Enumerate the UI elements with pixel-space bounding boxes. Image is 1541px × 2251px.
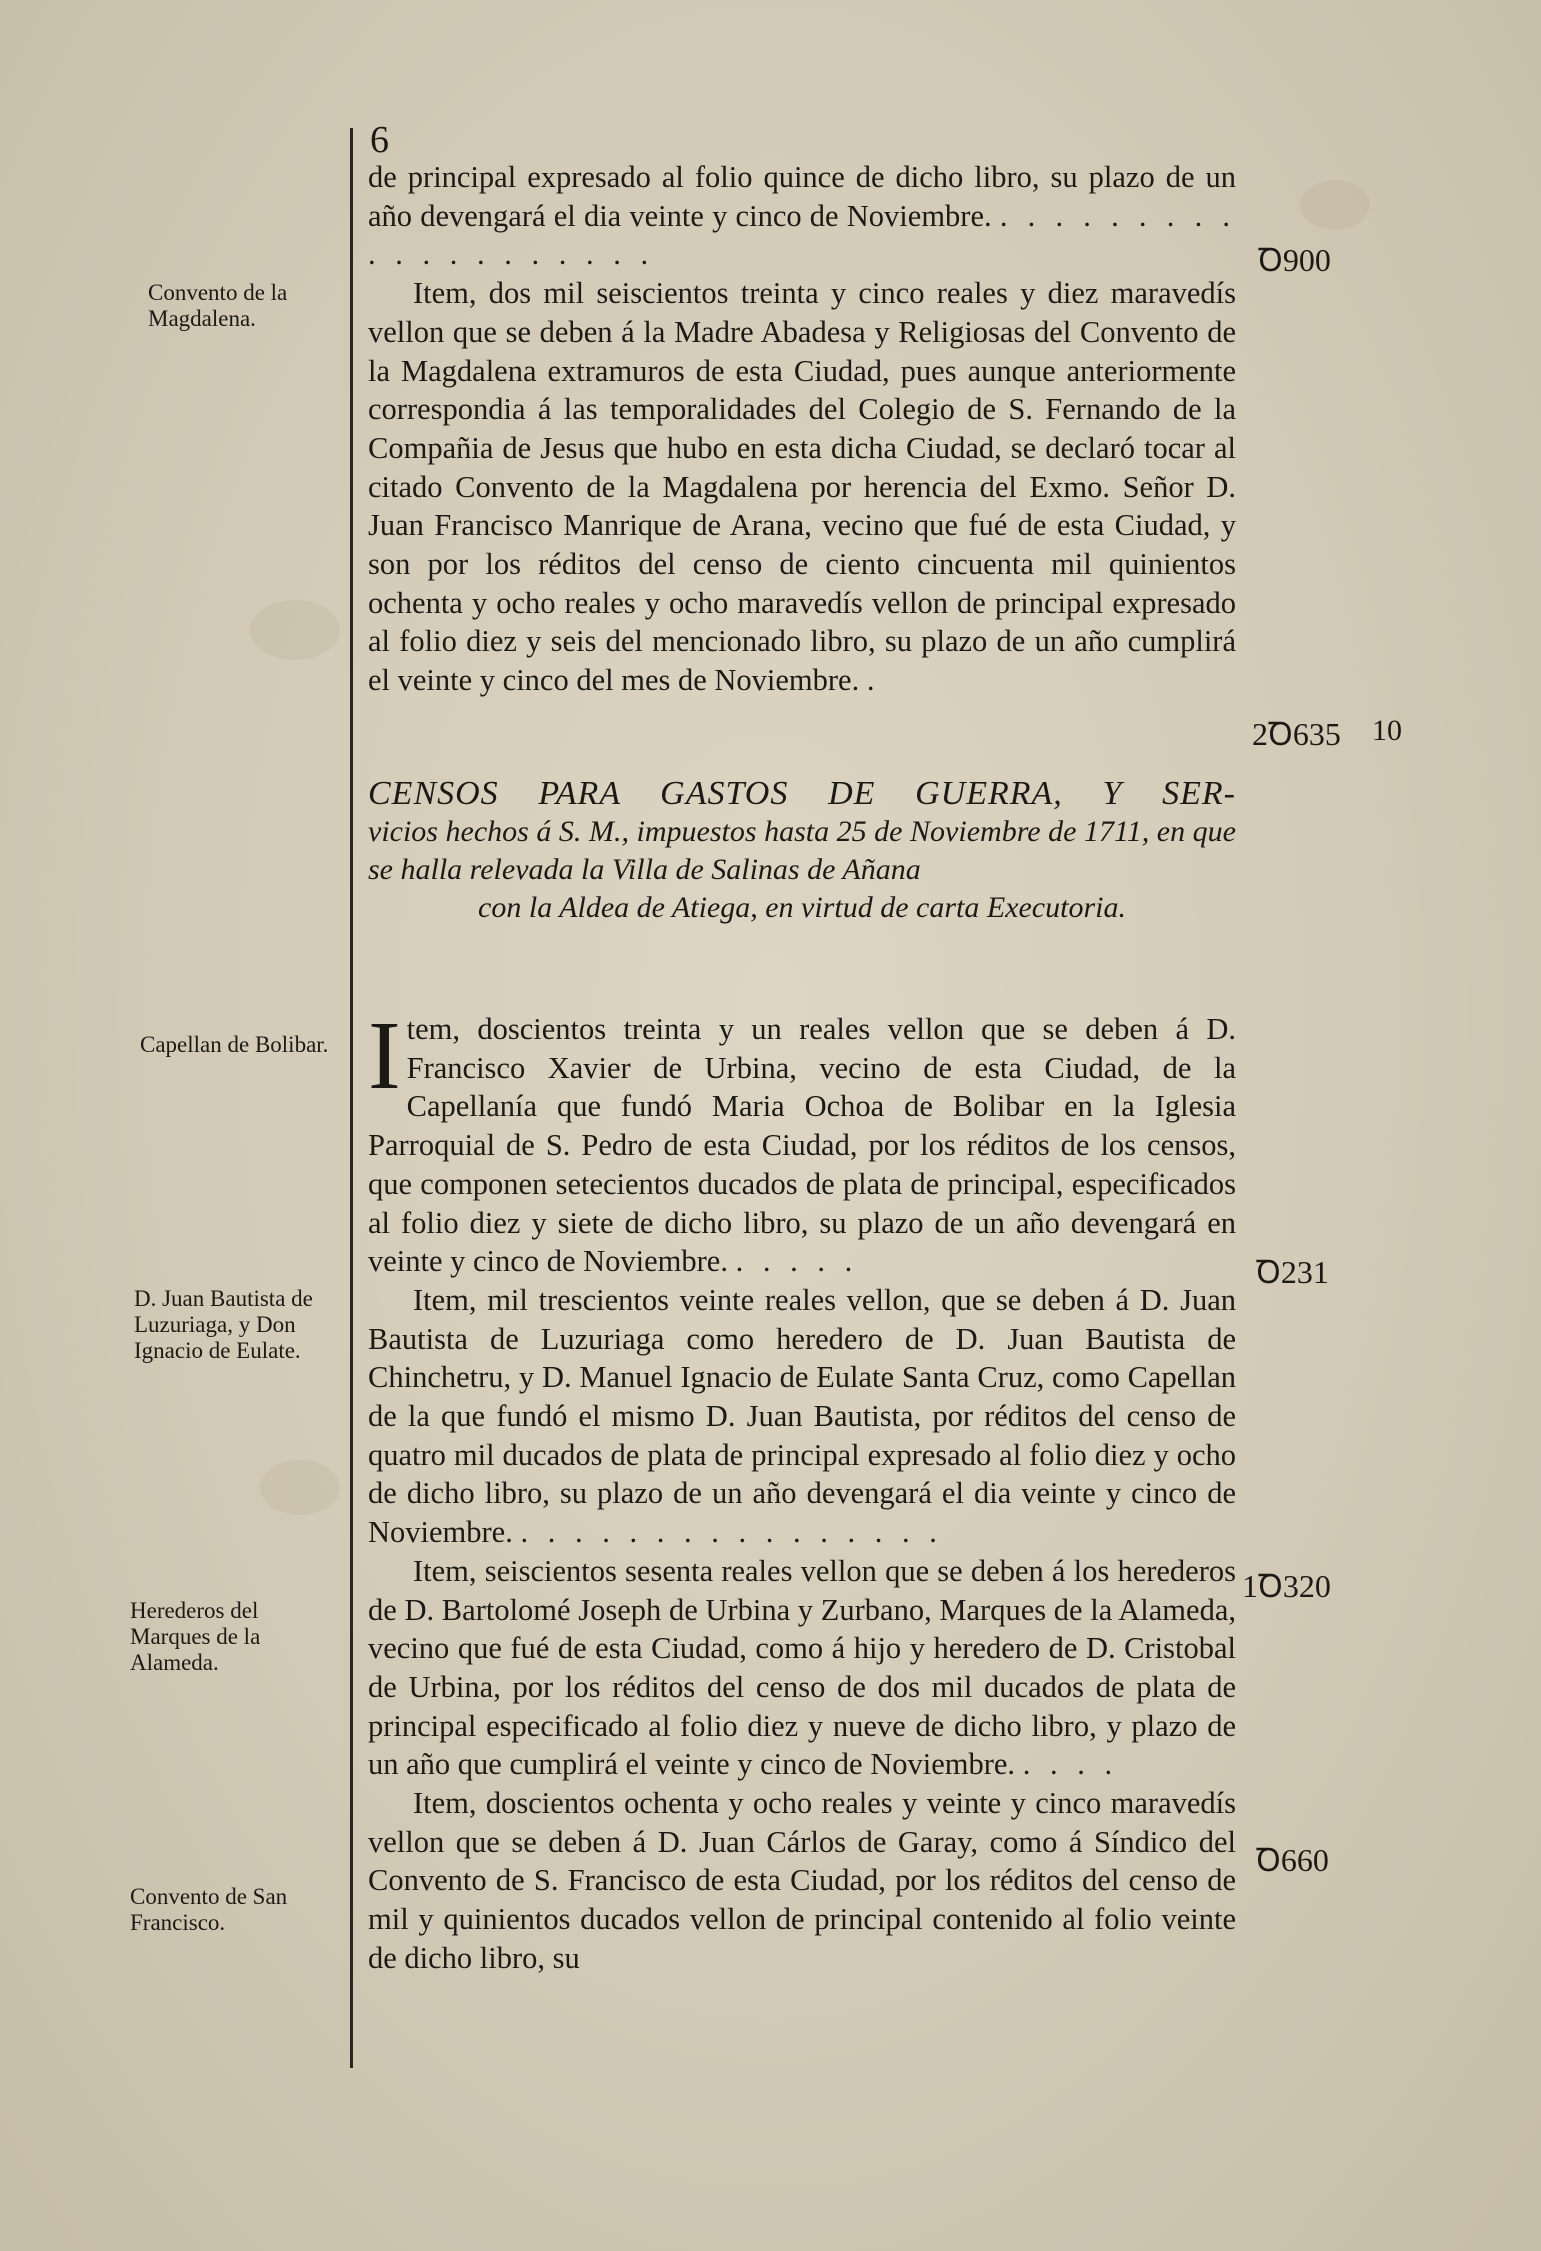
margin-note-alameda: Herederos del Marques de la Alameda. bbox=[130, 1598, 261, 1675]
paragraph: Item, seiscientos sesenta reales vellon que se deben á los herederos de D. Bartolomé Joseph de Urbina y Zurbano, Marques de la Alameda, vecino que fué de esta Ciudad, como á hijo y heredero de D. Cristobal de Urbina, por los réditos del censo de dos mil ducados de plata de principal especificado al folio diez y nueve de dicho libro, y plazo de un año que cumplirá el veinte y cinco de Noviembre. . . . . bbox=[368, 1553, 1236, 1782]
amount: Ꝺ660 bbox=[1256, 1842, 1329, 1878]
paper-stain bbox=[260, 1460, 340, 1515]
paper-stain bbox=[250, 600, 340, 660]
text-block-2 bbox=[368, 1002, 1236, 1978]
section-heading: CENSOS PARA GASTOS DE GUERRA, Y SER- vicios hechos á S. M., impuestos hasta 25 de Noviembre de 1711, en que se halla relevada la Villa de Salinas de Añana con la Aldea de Atiega, en virtud de carta Executoria. bbox=[368, 775, 1236, 924]
drop-cap: I bbox=[368, 1002, 401, 1110]
margin-note-bolibar: Capellan de Bolibar. bbox=[140, 1032, 329, 1057]
amount: 2Ꝺ635 bbox=[1252, 716, 1341, 752]
text-block-1 bbox=[368, 158, 1236, 700]
amount-extra: 10 bbox=[1372, 714, 1402, 747]
margin-note-magdalena: Convento de la Magdalena. bbox=[148, 280, 288, 331]
margin-note-luzuriaga: D. Juan Bautista de Luzuriaga, y Don Ignacio de Eulate. bbox=[134, 1286, 313, 1363]
paper-stain bbox=[1300, 180, 1370, 230]
paragraph: Item, doscientos treinta y un reales vellon que se deben á D. Francisco Xavier de Urbina, vecino de esta Ciudad, de la Capellanía que fundó Maria Ochoa de Bolibar en la Iglesia Parroquial de S. Pedro de esta Ciudad, por los réditos de los censos, que componen setecientos ducados de plata de principal, especificados al folio diez y siete de dicho libro, su plazo de un año devengará en veinte y cinco de Noviembre. . . . . . bbox=[368, 1002, 1236, 1279]
amount: Ꝺ900 bbox=[1258, 242, 1331, 278]
paragraph: Item, doscientos ochenta y ocho reales y veinte y cinco maravedís vellon que se deben á D. Juan Cárlos de Garay, como á Síndico del Convento de S. Francisco de esta Ciudad, por los réditos del censo de mil y quinientos ducados vellon de principal contenido al folio veinte de dicho libro, su bbox=[368, 1786, 1236, 1975]
amount: Ꝺ231 bbox=[1256, 1254, 1329, 1290]
paragraph: Item, dos mil seiscientos treinta y cinco reales y diez maravedís vellon que se deben á la Madre Abadesa y Religiosas del Convento de la Magdalena extramuros de esta Ciudad, pues aunque anteriormente correspondia á las temporalidades del Colegio de S. Fernando de la Compañia de Jesus que hubo en esta dicha Ciudad, se declaró tocar al citado Convento de la Magdalena por herencia del Exmo. Señor D. Juan Francisco Manrique de Arana, vecino que fué de esta Ciudad, y son por los réditos del censo de ciento cincuenta mil quinientos ochenta y ocho reales y ocho maravedís vellon de principal expresado al folio diez y seis del mencionado libro, su plazo de un año cumplirá el veinte y cinco del mes de Noviembre. . bbox=[368, 276, 1236, 698]
paragraph: Item, mil trescientos veinte reales vellon, que se deben á D. Juan Bautista de Luzuriaga como heredero de D. Juan Bautista de Chinchetru, y D. Manuel Ignacio de Eulate Santa Cruz, como Capellan de la que fundó el mismo D. Juan Bautista, por réditos del censo de quatro mil ducados de plata de principal expresado al folio diez y ocho de dicho libro, su plazo de un año devengará el dia veinte y cinco de Noviembre. . . . . . . . . . . . . . . . . bbox=[368, 1282, 1236, 1550]
amount: 1Ꝺ320 bbox=[1242, 1568, 1331, 1604]
margin-note-san-francisco: Convento de San Francisco. bbox=[130, 1884, 288, 1935]
page-number: 6 bbox=[370, 119, 389, 161]
margin-rule bbox=[350, 128, 353, 2068]
paragraph: de principal expresado al folio quince de dicho libro, su plazo de un año devengará el dia veinte y cinco de Noviembre. . . . . . . . . . . . . . . . . . . . . bbox=[368, 160, 1237, 272]
